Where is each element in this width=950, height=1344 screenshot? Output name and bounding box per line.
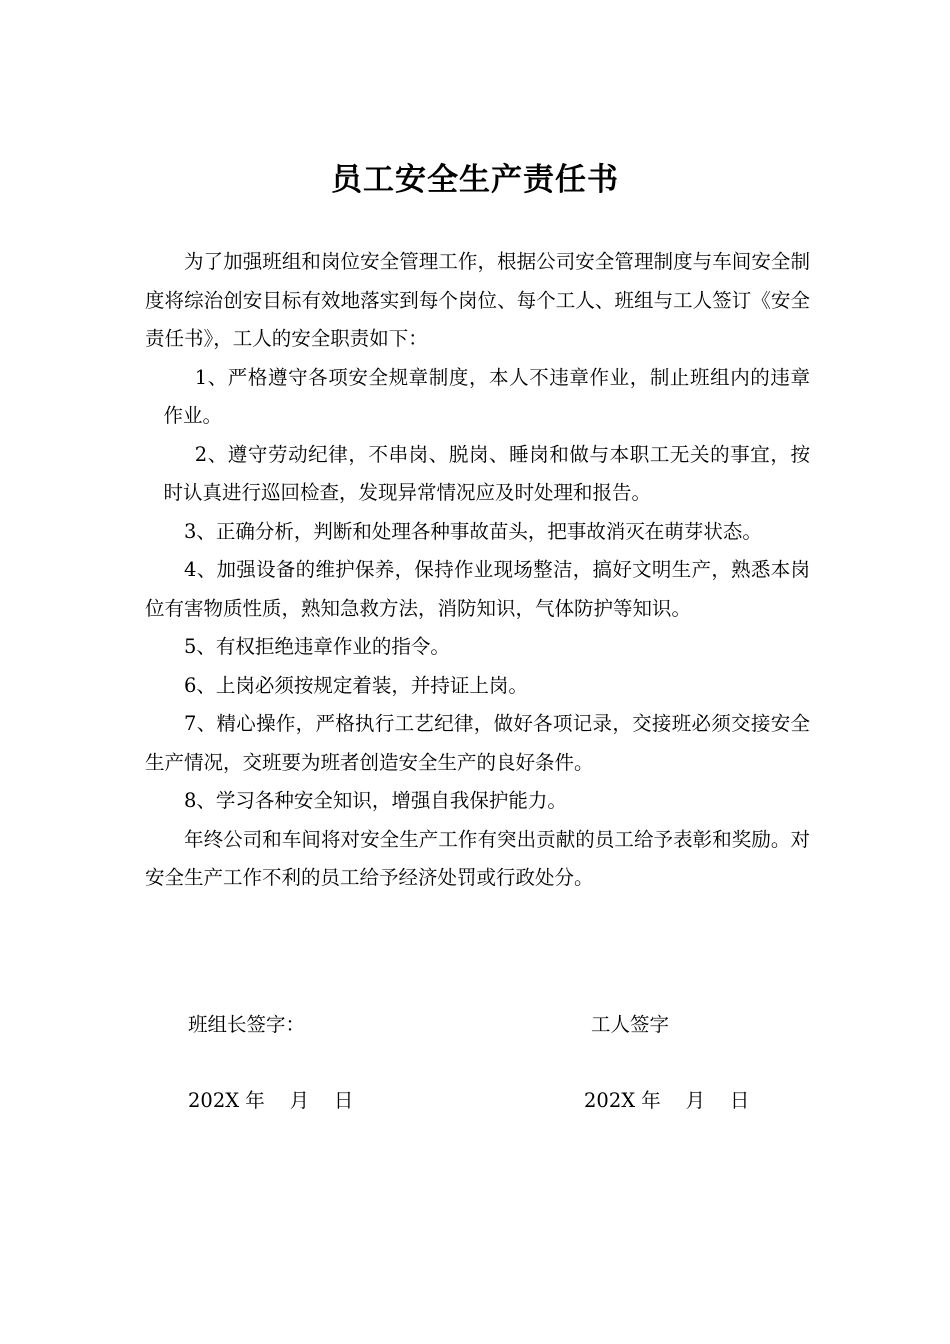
worker-signature-date: 202X 年 月 日 (584, 1089, 750, 1112)
leader-signature-date: 202X 年 月 日 (188, 1089, 354, 1112)
responsibility-item-8: 8、学习各种安全知识，增强自我保护能力。 (184, 789, 567, 812)
responsibility-item-6: 6、上岗必须按规定着装，并持证上岗。 (184, 673, 528, 697)
responsibility-item-7: 7、精心操作，严格执行工艺纪律，做好各项记录，交接班必须交接安全生产情况，交班要为班者创造安全生产的良好条件。 (145, 712, 810, 774)
document-body (145, 243, 810, 898)
responsibility-item-2: 2、遵守劳动纪律，不串岗、脱岗、睡岗和做与本职工无关的事宜，按时认真进行巡回检查，发现异常情况应及时处理和报告。 (163, 442, 810, 504)
worker-signature-label: 工人签字 (591, 1013, 670, 1036)
closing-paragraph: 年终公司和车间将对安全生产工作有突出贡献的员工给予表彰和奖励。对安全生产工作不利的员工给予经济处罚或行政处分。 (145, 827, 810, 889)
leader-signature-label: 班组长签字： (188, 1013, 306, 1036)
responsibility-item-4: 4、加强设备的维护保养，保持作业现场整洁，搞好文明生产，熟悉本岗位有害物质性质，熟知急救方法，消防知识，气体防护等知识。 (145, 558, 810, 620)
responsibility-item-1: 1、严格遵守各项安全规章制度，本人不违章作业，制止班组内的违章作业。 (163, 365, 810, 427)
intro-paragraph: 为了加强班组和岗位安全管理工作，根据公司安全管理制度与车间安全制度将综治创安目标有效地落实到每个岗位、每个工人、班组与工人签订《安全责任书》，工人的安全职责如下： (145, 250, 810, 350)
responsibility-item-3: 3、正确分析，判断和处理各种事故苗头，把事故消灭在萌芽状态。 (184, 519, 762, 543)
document-title: 员工安全生产责任书 (331, 162, 619, 198)
responsibility-item-5: 5、有权拒绝违章作业的指令。 (184, 635, 450, 658)
